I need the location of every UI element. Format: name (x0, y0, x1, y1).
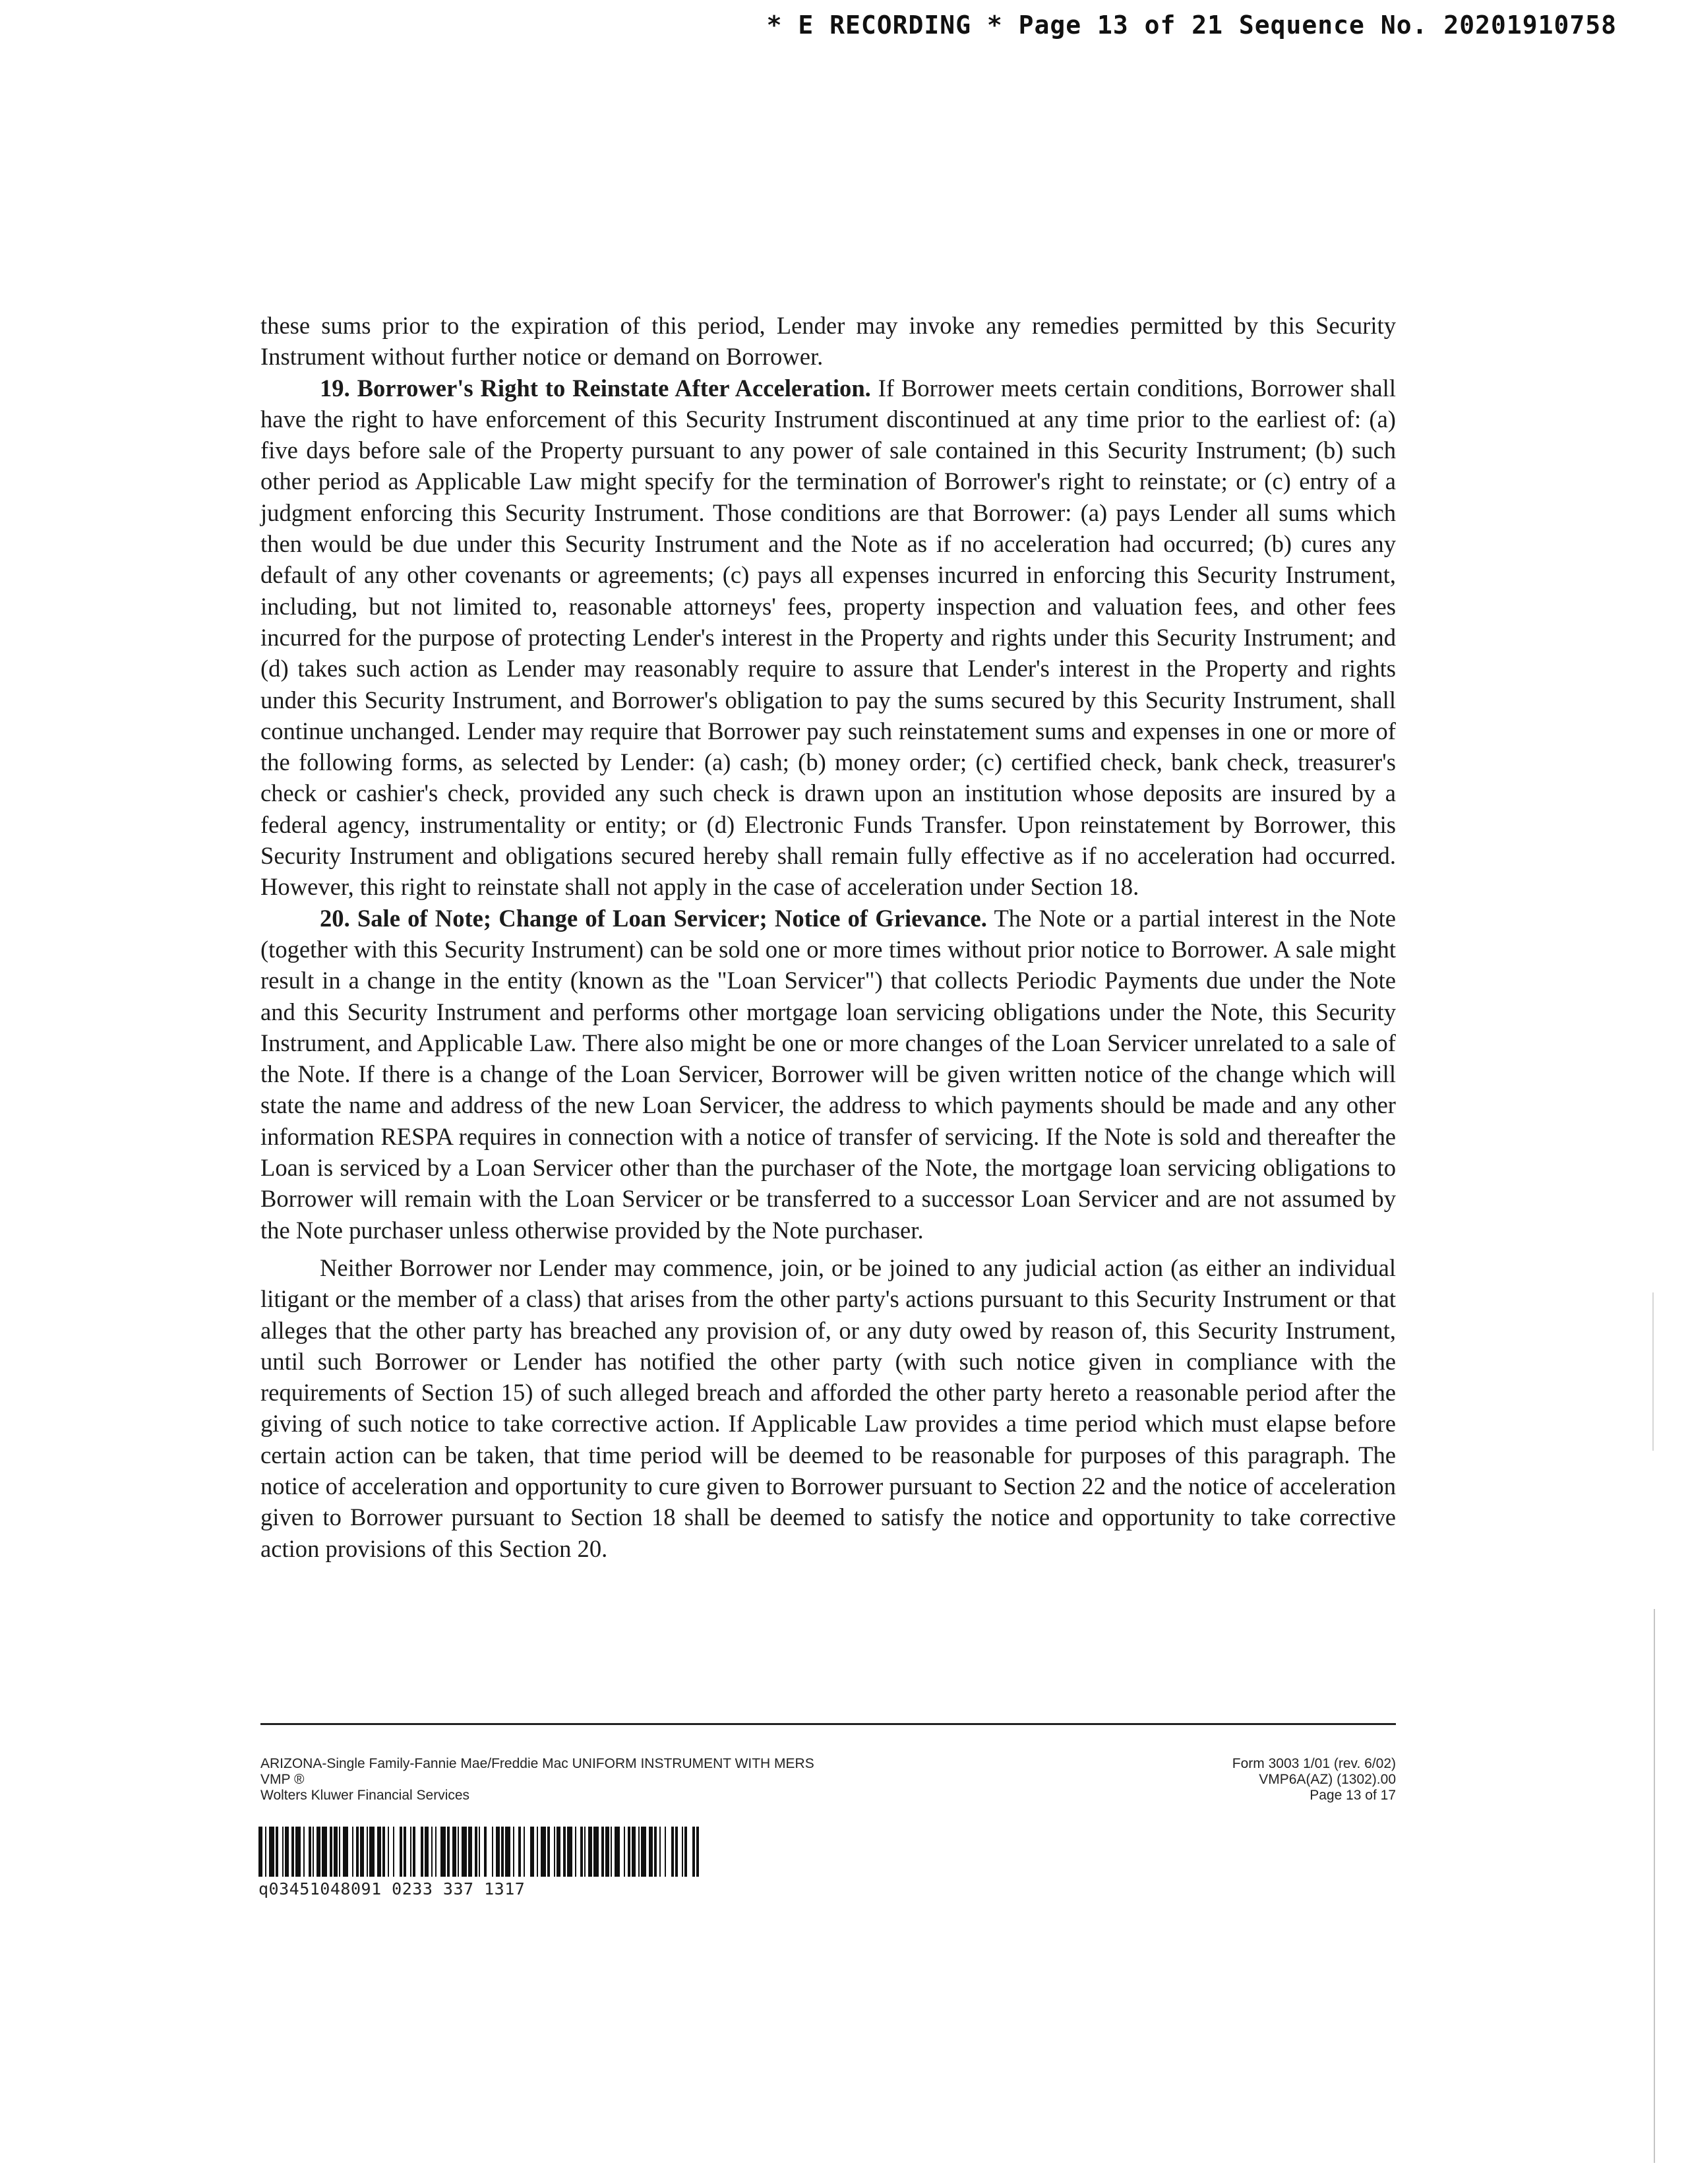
barcode-bar (518, 1827, 521, 1877)
barcode-bar (360, 1827, 364, 1877)
barcode-bar (684, 1827, 687, 1877)
barcode-bar (696, 1827, 699, 1877)
barcode-bar (468, 1827, 472, 1877)
barcode-bar (641, 1827, 646, 1877)
barcode-bar (367, 1827, 368, 1877)
barcode-bar (265, 1827, 266, 1877)
footer-form-id: Form 3003 1/01 (rev. 6/02) (1232, 1756, 1396, 1771)
barcode-bar (563, 1827, 566, 1877)
barcode-bar (654, 1827, 657, 1877)
barcode-bar (382, 1827, 385, 1877)
barcode-bar (440, 1827, 446, 1877)
barcode-bar (475, 1827, 477, 1877)
barcode-number: q03451048091 0233 337 1317 (258, 1879, 526, 1898)
footer-form-number (1232, 1756, 1396, 1804)
barcode-bar (291, 1827, 294, 1877)
barcode-bar (309, 1827, 311, 1877)
section-19-paragraph (260, 373, 1396, 903)
barcode-bar (458, 1827, 459, 1877)
barcode-bar (462, 1827, 467, 1877)
barcode-bar (557, 1827, 560, 1877)
barcode-bar (413, 1827, 415, 1877)
barcode-bar (421, 1827, 423, 1877)
barcode-bar (334, 1827, 338, 1877)
barcode-bar (393, 1827, 394, 1877)
barcode-bar (425, 1827, 429, 1877)
barcode-bar (659, 1827, 661, 1877)
section-20-paragraph (260, 903, 1396, 1246)
barcode-bar (615, 1827, 620, 1877)
footer-form-info (260, 1756, 814, 1804)
barcode-bar (537, 1827, 538, 1877)
barcode-bar (593, 1827, 599, 1877)
footer-form-title: ARIZONA-Single Family-Fannie Mae/Freddie Mac UNIFORM INSTRUMENT WITH MERS (260, 1756, 814, 1771)
barcode-bar (313, 1827, 314, 1877)
barcode-bar (524, 1827, 525, 1877)
barcode-bar (400, 1827, 402, 1877)
barcode-bar (269, 1827, 274, 1877)
footer-page-number: Page 13 of 17 (1310, 1788, 1396, 1803)
section-20-heading: 20. Sale of Note; Change of Loan Servicer; Notice of Grievance. (320, 904, 987, 932)
footer-publisher: Wolters Kluwer Financial Services (260, 1788, 470, 1803)
barcode-bar (322, 1827, 327, 1877)
barcode-bar (628, 1827, 630, 1877)
footer-vmp-code: VMP6A(AZ) (1302).00 (1259, 1772, 1396, 1787)
scan-edge-mark-upper (1652, 1292, 1654, 1451)
barcode-bar (541, 1827, 546, 1877)
barcode-bar (554, 1827, 555, 1877)
footer-divider (260, 1723, 1396, 1725)
footer-vmp-mark: VMP ® (260, 1772, 305, 1787)
barcode-bar (575, 1827, 576, 1877)
barcode-bar (410, 1827, 411, 1877)
barcode-bar (479, 1827, 480, 1877)
scan-edge-mark (1654, 1609, 1655, 2163)
barcode-bar (356, 1827, 359, 1877)
barcode-bar (588, 1827, 592, 1877)
barcode-bar (692, 1827, 695, 1877)
barcode-bar (369, 1827, 375, 1877)
barcode-bar (605, 1827, 609, 1877)
recording-header: * E RECORDING * Page 13 of 21 Sequence No. 20201910758 (766, 11, 1617, 40)
barcode-bar (316, 1827, 320, 1877)
barcode (257, 1827, 700, 1877)
barcode-bar (675, 1827, 678, 1877)
barcode-bar (638, 1827, 640, 1877)
section-20-paragraph-2: Neither Borrower nor Lender may commence, join, or be joined to any judicial action (as either an individual litigant or the member of a class) that arises from the other party's actions pursuant to this Security Instrument or that alleges that the other party has breached any provision of, or any duty owed by reason of, this Security Instrument, until such Borrower or Lender has notified the other party (with such notice given in compliance with the requirements of Section 15) of such alleged breach and afforded the other party hereto a reasonable period after the giving of such notice to take corrective action. If Applicable Law provides a time period which must elapse before certain action can be taken, that time period will be deemed to be reasonable for purposes of this paragraph. The notice of acceleration and opportunity to cure given to Borrower pursuant to Section 22 and the notice of acceleration given to Borrower pursuant to Section 18 shall be deemed to satisfy the notice and opportunity to take corrective action provisions of this Section 20. (260, 1254, 1396, 1562)
barcode-bar (352, 1827, 353, 1877)
barcode-bar (584, 1827, 586, 1877)
barcode-bar (496, 1827, 500, 1877)
barcode-bar (484, 1827, 487, 1877)
section-19-heading: 19. Borrower's Right to Reinstate After Acceleration. (320, 374, 871, 402)
barcode-bar (671, 1827, 674, 1877)
barcode-bar (547, 1827, 550, 1877)
section-19-text: If Borrower meets certain conditions, Borrower shall have the right to have enforcement of this Security Instrument discontinued at any time prior to the earliest of: (a) five days before sale of the Property pursuant to any power of sale contained in this Security Instrument; (b) such other period as Applicable Law might specify for the termination of Borrower's right to reinstate; or (c) entry of a judgment enforcing this Security Instrument. Those conditions are that Borrower: (a) pays Lender all sums which then would be due under this Security Instrument and the Note as if no acceleration had occurred; (b) cures any default of any other covenants or agreements; (c) pays all expenses incurred in enforcing this Security Instrument, including, but not limited to, reasonable attorneys' fees, property inspection and valuation fees, and other fees incurred for the purpose of protecting Lender's interest in the Property and rights under this Security Instrument; and (d) takes such action as Lender may reasonably require to assure that Lender's interest in the Property and rights under this Security Instrument, and Borrower's obligation to pay the sums secured by this Security Instrument, shall continue unchanged. Lender may require that Borrower pay such reinstatement sums and expenses in one or more of the following forms, as selected by Lender: (a) cash; (b) money order; (c) certified check, bank check, treasurer's check or cashier's check, provided any such check is drawn upon an institution whose deposits are insured by a federal agency, instrumentality or entity; or (d) Electronic Funds Transfer. Upon reinstatement by Borrower, this Security Instrument and obligations secured hereby shall remain fully effective as if no acceleration had occurred. However, this right to reinstate shall not apply in the case of acceleration under Section 18. (260, 374, 1396, 901)
barcode-bar (505, 1827, 510, 1877)
barcode-bar (285, 1827, 289, 1877)
barcode-bar (501, 1827, 504, 1877)
barcode-bar (665, 1827, 666, 1877)
barcode-bar (580, 1827, 583, 1877)
barcode-bar (682, 1827, 683, 1877)
barcode-bar (282, 1827, 284, 1877)
barcode-bar (452, 1827, 456, 1877)
barcode-bar (601, 1827, 604, 1877)
barcode-bar (377, 1827, 381, 1877)
barcode-bar (649, 1827, 653, 1877)
barcode-bar (431, 1827, 433, 1877)
barcode-bar (404, 1827, 406, 1877)
barcode-bar (530, 1827, 534, 1877)
barcode-bar (632, 1827, 636, 1877)
barcode-bar (303, 1827, 305, 1877)
barcode-bar (435, 1827, 437, 1877)
barcode-bar (258, 1827, 262, 1877)
document-body (260, 310, 1396, 1564)
barcode-bar (513, 1827, 514, 1877)
paragraph-continuation: these sums prior to the expiration of this period, Lender may invoke any remedies permitted by this Security Instrument without further notice or demand on Borrower. (260, 312, 1396, 371)
barcode-bar (295, 1827, 301, 1877)
barcode-bar (343, 1827, 348, 1877)
barcode-bar (447, 1827, 450, 1877)
barcode-bar (388, 1827, 389, 1877)
barcode-bar (330, 1827, 332, 1877)
barcode-bar (567, 1827, 572, 1877)
barcode-bar (611, 1827, 612, 1877)
barcode-bar (492, 1827, 493, 1877)
section-20-text: The Note or a partial interest in the Note (together with this Security Instrument) can be sold one or more times without prior notice to Borrower. A sale might result in a change in the entity (known as the "Loan Servicer") that collects Periodic Payments due under the Note and this Security Instrument and performs other mortgage loan servicing obligations under the Note, this Security Instrument, and Applicable Law. There also might be one or more changes of the Loan Servicer unrelated to a sale of the Note. If there is a change of the Loan Servicer, Borrower will be given written notice of the change which will state the name and address of the new Loan Servicer, the address to which payments should be made and any other information RESPA requires in connection with a notice of transfer of servicing. If the Note is sold and thereafter the Loan is serviced by a Loan Servicer other than the purchaser of the Note, the mortgage loan servicing obligations to Borrower will remain with the Loan Servicer or be transferred to a successor Loan Servicer and are not assumed by the Note purchaser unless otherwise provided by the Note purchaser. (260, 904, 1396, 1244)
barcode-bar (276, 1827, 278, 1877)
barcode-bar (339, 1827, 340, 1877)
barcode-bar (624, 1827, 625, 1877)
